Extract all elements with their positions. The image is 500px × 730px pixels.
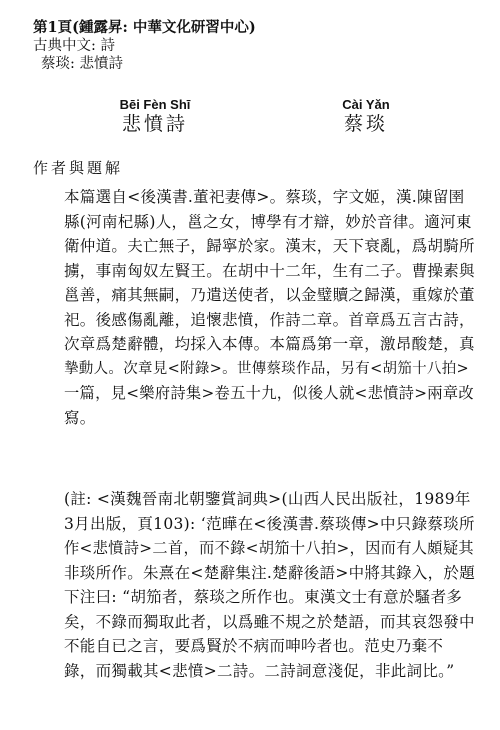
author-title-block: [336, 97, 396, 136]
text-line: 寫。: [64, 408, 96, 427]
text-line: 錄，而獨載其<悲憤>二詩。二詩詞意淺促，非此詞比。”: [64, 661, 455, 680]
text-line: 衛仲道。夫亡無子，歸寧於家。漢末，天下衰亂，爲胡騎所: [64, 237, 475, 255]
text-line: 非琰所作。朱熹在<楚辭集注.楚辭後語>中將其錄入，於題: [64, 563, 476, 582]
text-line: 下注曰: “胡笳者，蔡琰之所作也。東漢文士有意於騷者多: [64, 588, 463, 606]
poem-title-pinyin: Bēi Fèn Shī: [119, 97, 191, 112]
intro-paragraph: [33, 185, 475, 430]
text-line: 矣，不錄而獨取此者，以爲雖不規之於楚語，而其哀怨發中: [64, 612, 475, 631]
text-line: 不能自已之言，要爲賢於不病而呻吟者也。范史乃棄不: [64, 637, 444, 655]
author-name: 蔡琰: [343, 113, 388, 135]
text-line: 邕善，痛其無嗣，乃遣送使者，以金璧贖之歸漢，重嫁於董: [64, 286, 475, 304]
poem-title: 悲憤詩: [121, 113, 188, 135]
text-line: 縣(河南杞縣)人，邕之女，博學有才辯，妙於音律。適河東: [64, 212, 472, 231]
author-name-pinyin: Cài Yǎn: [342, 97, 390, 112]
text-line: 本篇選自<後漢書.董祀妻傳>。蔡琰，字文姬，漢.陳留圉: [64, 188, 465, 206]
category-label: 古典中文: 詩: [33, 38, 115, 54]
text-line: 一篇，見<樂府詩集>卷五十九，似後人就<悲憤詩>兩章改: [64, 384, 474, 402]
text-line: 擄，事南匈奴左賢王。在胡中十二年，生有二子。曹操素與: [64, 261, 475, 280]
poem-line: 蔡琰: 悲憤詩: [41, 56, 123, 72]
text-line: 作<悲憤詩>二首，而不錄<胡笳十八拍>，因而有人頗疑其: [64, 539, 474, 557]
section-heading: 作者與題解: [33, 159, 124, 177]
text-line: 摯動人。次章見<附錄>。世傳蔡琰作品，另有<胡笳十八拍>: [64, 360, 469, 377]
text-line: (註: <漢魏晉南北朝鑒賞詞典>(山西人民出版社，1989年: [64, 490, 471, 508]
text-line: 次章爲楚辭體，均採入本傳。本篇爲第一章，激昂酸楚，真: [64, 335, 475, 353]
page-info: 第1頁(鍾露昇: 中華文化研習中心): [33, 19, 256, 36]
poem-title-block: [110, 97, 200, 136]
note-paragraph: [33, 487, 475, 683]
text-line: 3月出版，頁103): ‘范曄在<後漢書.蔡琰傳>中只錄蔡琰所: [64, 514, 475, 533]
text-line: 祀。後感傷亂離，追懷悲憤，作詩二章。首章爲五言古詩，: [64, 310, 475, 329]
